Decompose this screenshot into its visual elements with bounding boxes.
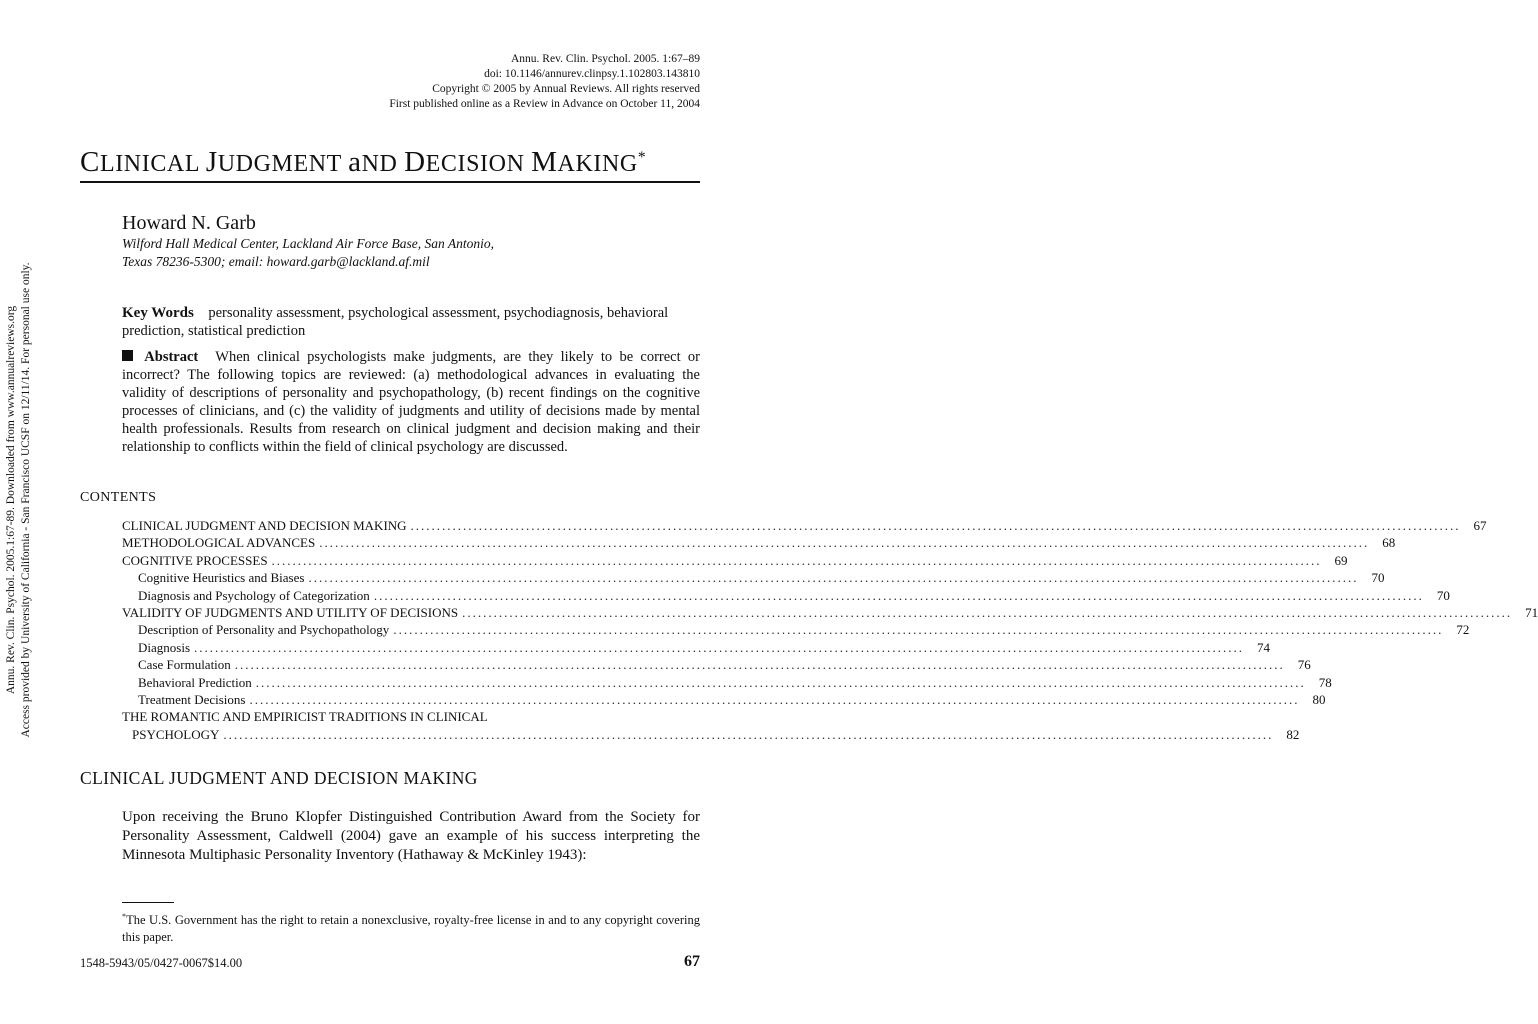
abstract-label: Abstract (144, 349, 199, 365)
page-number: 67 (684, 953, 700, 970)
doi-line: doi: 10.1146/annurev.clinpsy.1.102803.143810 (484, 68, 700, 80)
toc-entry[interactable]: METHODOLOGICAL ADVANCES ........................................................................................................................................................................................................ 68 (122, 535, 1396, 551)
toc-subentry[interactable]: Cognitive Heuristics and Biases ........................................................................................................................................................................................................ 70 (138, 570, 1385, 586)
title-rule (80, 181, 700, 183)
section-heading: CLINICAL JUDGMENT AND DECISION MAKING (80, 768, 478, 788)
article-title-text: CLINICAL JUDGMENT aND DECISION MAKING (80, 146, 638, 178)
toc-subentry[interactable]: Diagnosis and Psychology of Categorization ........................................................................................................................................................................................................ 70 (138, 587, 1450, 603)
abstract (122, 348, 700, 456)
footnote-rule (122, 902, 174, 903)
title-footnote-mark: * (637, 149, 647, 166)
table-of-contents (122, 518, 1538, 744)
citation-line: Annu. Rev. Clin. Psychol. 2005. 1:67–89 (510, 53, 700, 65)
affiliation-line: Texas 78236-5300; email: howard.garb@lackland.af.mil (122, 254, 430, 269)
abstract-text: When clinical psychologists make judgments, are they likely to be correct or incorrect? The following topics are reviewed: (a) methodological advances in evaluating the validity of descriptions of personality and psychopathology, (b) recent findings on the cognitive processes of clinicians, and (c) the validity of judgments and utility of decisions made by mental health professionals. Results from research on clinical judgment and decision making and their relationship to conflicts within the field of clinical psychology are discussed. (122, 349, 701, 455)
keywords-label: Key Words (122, 305, 194, 321)
toc-subentry[interactable]: Diagnosis ........................................................................................................................................................................................................ 74 (138, 639, 1270, 655)
toc-subentry[interactable]: Treatment Decisions ........................................................................................................................................................................................................ 80 (138, 691, 1326, 707)
article-title (80, 146, 700, 179)
toc-entry[interactable]: THE ROMANTIC AND EMPIRICIST TRADITIONS IN CLINICAL (122, 709, 488, 725)
citation-header (389, 52, 700, 112)
published-line: First published online as a Review in Advance on October 11, 2004 (389, 98, 700, 110)
toc-subentry[interactable]: Case Formulation ........................................................................................................................................................................................................ 76 (138, 657, 1311, 673)
footnote-mark: * (122, 912, 127, 921)
abstract-square-icon (122, 350, 133, 361)
watermark-line: Access provided by University of California - San Francisco UCSF on 12/11/14. For personal use only. (20, 262, 32, 738)
affiliation-line: Wilford Hall Medical Center, Lackland Air Force Base, San Antonio, (122, 236, 494, 251)
keywords (122, 304, 700, 340)
footnote (122, 908, 700, 946)
watermark-line: Annu. Rev. Clin. Psychol. 2005.1:67-89. Downloaded from www.annualreviews.org (5, 305, 17, 695)
toc-entry-continued[interactable]: PSYCHOLOGY ........................................................................................................................................................................................................ 82 (132, 726, 1300, 742)
copyright-line: Copyright © 2005 by Annual Reviews. All rights reserved (432, 83, 700, 95)
toc-entry[interactable]: CLINICAL JUDGMENT AND DECISION MAKING ........................................................................................................................................................................................................ 67 (122, 518, 1487, 533)
download-watermark (4, 240, 40, 760)
author-affiliation (122, 235, 682, 271)
toc-subentry[interactable]: Behavioral Prediction ........................................................................................................................................................................................................ 78 (138, 674, 1332, 690)
keywords-text: personality assessment, psychological assessment, psychodiagnosis, behavioral prediction, statistical prediction (122, 305, 669, 339)
issn-price: 1548-5943/05/0427-0067$14.00 (80, 956, 243, 970)
toc-entry[interactable]: VALIDITY OF JUDGMENTS AND UTILITY OF DECISIONS ........................................................................................................................................................................................................ 71 (122, 604, 1538, 620)
toc-subentry[interactable]: Description of Personality and Psychopathology ........................................................................................................................................................................................................ 72 (138, 622, 1470, 638)
contents-heading: CONTENTS (80, 490, 157, 505)
author-name: Howard N. Garb (122, 212, 256, 234)
footnote-text: The U.S. Government has the right to retain a nonexclusive, royalty-free license in and to any copyright covering this paper. (122, 913, 700, 945)
body-paragraph: Upon receiving the Bruno Klopfer Distinguished Contribution Award from the Society for Personality Assessment, Caldwell (2004) gave an example of his success interpreting the Minnesota Multiphasic Personality Inventory (Hathaway & McKinley 1943): (122, 809, 700, 863)
toc-entry[interactable]: COGNITIVE PROCESSES ........................................................................................................................................................................................................ 69 (122, 552, 1348, 568)
